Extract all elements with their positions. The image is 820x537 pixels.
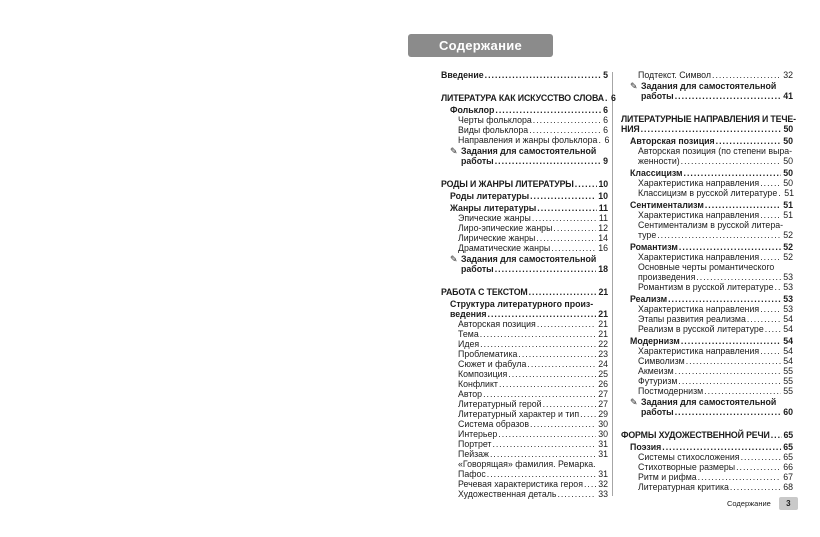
- toc-entry-text: Футуризм: [638, 376, 678, 386]
- toc-entry-text: Интерьер: [458, 429, 498, 439]
- footer-section-label: Содержание: [727, 499, 771, 508]
- dot-leader: [498, 429, 596, 439]
- toc-page-number: 6: [604, 135, 610, 145]
- toc-page-number: 21: [598, 309, 608, 319]
- dot-leader: [662, 442, 781, 452]
- toc-page-number: 50: [783, 168, 793, 178]
- toc-page-number: 21: [598, 287, 608, 297]
- toc-page-number: 29: [598, 409, 608, 419]
- toc-entry-item: [458, 379, 608, 389]
- toc-entry-item: [458, 399, 608, 409]
- toc-entry-text: Конфликт: [458, 379, 498, 389]
- toc-page-number: 53: [783, 272, 793, 282]
- toc-entry-item: [638, 282, 793, 292]
- toc-page-number: 51: [783, 210, 793, 220]
- toc-page-number: 51: [784, 188, 795, 198]
- toc-entry-item: [458, 479, 608, 489]
- dot-leader: [495, 156, 601, 166]
- toc-entry-item: [638, 146, 793, 166]
- dot-leader: [543, 399, 597, 409]
- dot-leader: [483, 389, 596, 399]
- toc-entry-chapter: [441, 179, 608, 189]
- toc-entry-section: [630, 336, 793, 346]
- toc-page-number: 54: [783, 336, 793, 346]
- dot-leader: [499, 379, 596, 389]
- toc-page-number: 53: [783, 282, 793, 292]
- toc-entry-section: [630, 200, 793, 210]
- toc-entry-text: Авторская позиция (по степени выра-: [638, 146, 793, 156]
- toc-entry-text: Задания для самостоятельной: [641, 81, 777, 91]
- toc-entry-item: [458, 489, 608, 499]
- toc-entry-text: Романтизм: [630, 242, 678, 252]
- dot-leader: [775, 282, 782, 292]
- toc-entry-text: Фольклор: [450, 105, 495, 115]
- dot-leader: [675, 366, 782, 376]
- toc-entry-text: Характеристика направления: [638, 346, 760, 356]
- toc-page-number: 24: [598, 359, 608, 369]
- toc-entry-item: [638, 262, 793, 282]
- toc-entry-item: [458, 359, 608, 369]
- toc-page-number: 12: [598, 223, 608, 233]
- toc-page-number: 50: [783, 156, 793, 166]
- toc-entry-text: Системы стихосложения: [638, 452, 740, 462]
- toc-entry-text: Роды литературы: [450, 191, 530, 201]
- dot-leader: [681, 336, 781, 346]
- dot-leader: [704, 386, 781, 396]
- toc-page-number: 11: [598, 203, 608, 213]
- toc-entry-text: Пейзаж: [458, 449, 489, 459]
- dot-leader: [760, 304, 781, 314]
- toc-entry-text: Литературный герой: [458, 399, 542, 409]
- dot-leader: [527, 359, 596, 369]
- toc-entry-section: [450, 299, 608, 319]
- toc-entry-text: НИЯ: [621, 124, 640, 134]
- dot-leader: [771, 430, 782, 440]
- toc-entry-tasks: [450, 254, 608, 274]
- toc-entry-text: Характеристика направления: [638, 252, 760, 262]
- toc-entry-text: работы: [461, 156, 494, 166]
- toc-entry-text: Стихотворные размеры: [638, 462, 736, 472]
- toc-entry-text: Черты фольклора: [458, 115, 532, 125]
- toc-page-number: 27: [598, 389, 608, 399]
- toc-entry-item: [638, 482, 793, 492]
- toc-page-number: 60: [783, 407, 793, 417]
- toc-column-right: [621, 70, 796, 492]
- toc-entry-text: Сентиментализм в русской литера-: [638, 220, 784, 230]
- dot-leader: [536, 233, 596, 243]
- toc-entry-tasks: [450, 146, 608, 166]
- toc-page-number: 53: [783, 294, 793, 304]
- toc-page-number: 23: [598, 349, 608, 359]
- dot-leader: [485, 70, 601, 80]
- toc-page-number: 53: [783, 304, 793, 314]
- dot-leader: [557, 489, 596, 499]
- toc-page-number: 27: [598, 399, 608, 409]
- dot-leader: [760, 252, 781, 262]
- toc-entry-text: Система образов: [458, 419, 529, 429]
- toc-entry-text: Композиция: [458, 369, 508, 379]
- toc-page-number: 30: [598, 429, 608, 439]
- toc-entry-text: Характеристика направления: [638, 304, 760, 314]
- toc-entry-text: Поэзия: [630, 442, 662, 452]
- toc-entry-text: Задания для самостоятельной: [461, 146, 597, 156]
- toc-page-number: 66: [783, 462, 793, 472]
- dot-leader: [529, 125, 601, 135]
- dot-leader: [605, 93, 609, 103]
- toc-entry-text: Художественная деталь: [458, 489, 557, 499]
- toc-entry-text: Направления и жанры фольклора: [458, 135, 598, 145]
- toc-page-number: 31: [598, 469, 608, 479]
- toc-entry-text: ЛИТЕРАТУРНЫЕ НАПРАВЛЕНИЯ И ТЕЧЕ-: [621, 114, 796, 124]
- dot-leader: [760, 346, 781, 356]
- toc-page-number: 10: [598, 191, 608, 201]
- dot-leader: [487, 469, 596, 479]
- toc-page-number: 21: [598, 329, 608, 339]
- toc-page-number: 68: [783, 482, 793, 492]
- toc-page-number: 55: [783, 366, 793, 376]
- toc-entry-text: Литературный характер и тип: [458, 409, 580, 419]
- toc-entry-item: [458, 135, 608, 145]
- toc-entry-section: [450, 191, 608, 201]
- toc-page-number: 54: [783, 346, 793, 356]
- toc-page-number: 6: [603, 115, 608, 125]
- toc-entry-item: [638, 304, 793, 314]
- toc-entry-item: [638, 386, 793, 396]
- toc-entry-item: [458, 419, 608, 429]
- toc-entry-text: Драматические жанры: [458, 243, 551, 253]
- toc-entry-intro: [441, 70, 608, 80]
- toc-entry-text: туре: [638, 230, 657, 240]
- toc-entry-text: РАБОТА С ТЕКСТОМ: [441, 287, 528, 297]
- toc-entry-item: [638, 210, 793, 220]
- toc-entry-item: [638, 252, 793, 262]
- toc-page-number: 54: [783, 356, 793, 366]
- toc-page-number: 52: [783, 252, 793, 262]
- toc-entry-chapter: [621, 114, 796, 134]
- toc-entry-text: Идея: [458, 339, 480, 349]
- toc-entry-section: [630, 242, 793, 252]
- toc-page-number: 54: [783, 324, 793, 334]
- pencil-icon: ✎: [450, 146, 458, 156]
- toc-entry-text: Основные черты романтического: [638, 262, 775, 272]
- toc-entry-item: [458, 389, 608, 399]
- toc-entry-text: Ритм и рифма: [638, 472, 697, 482]
- pencil-icon: ✎: [630, 81, 638, 91]
- toc-entry-text: Реализм: [630, 294, 668, 304]
- toc-page-number: 50: [783, 178, 793, 188]
- toc-entry-item: [458, 329, 608, 339]
- footer-page-number: 3: [779, 497, 798, 510]
- toc-entry-item: [638, 462, 793, 472]
- toc-page-number: 21: [598, 319, 608, 329]
- dot-leader: [492, 439, 596, 449]
- toc-entry-item: [638, 70, 793, 80]
- dot-leader: [765, 324, 781, 334]
- toc-entry-text: Структура литературного произ-: [450, 299, 594, 309]
- toc-entry-item: [638, 188, 793, 198]
- dot-leader: [705, 200, 781, 210]
- toc-entry-item: [458, 115, 608, 125]
- toc-entry-text: Постмодернизм: [638, 386, 704, 396]
- toc-page-number: 33: [598, 489, 608, 499]
- toc-entry-chapter: [441, 287, 608, 297]
- toc-entry-text: Эпические жанры: [458, 213, 531, 223]
- toc-entry-text: Сюжет и фабула: [458, 359, 527, 369]
- toc-entry-section: [630, 136, 793, 146]
- dot-leader: [532, 213, 597, 223]
- toc-entry-item: [458, 449, 608, 459]
- toc-entry-text: Авторская позиция: [630, 136, 715, 146]
- toc-entry-text: Портрет: [458, 439, 492, 449]
- toc-entry-item: [458, 409, 608, 419]
- toc-page-number: 31: [598, 449, 608, 459]
- toc-entry-text: ЛИТЕРАТУРА КАК ИСКУССТВО СЛОВА: [441, 93, 604, 103]
- toc-page-number: 30: [598, 419, 608, 429]
- toc-entry-text: Задания для самостоятельной: [461, 254, 597, 264]
- toc-page-number: 6: [603, 105, 608, 115]
- toc-page-number: 65: [783, 442, 793, 452]
- toc-entry-item: [638, 324, 793, 334]
- pencil-icon: ✎: [450, 254, 458, 264]
- dot-leader: [641, 124, 782, 134]
- dot-leader: [760, 178, 781, 188]
- dot-leader: [490, 449, 596, 459]
- toc-page-number: 32: [598, 479, 608, 489]
- toc-entry-item: [458, 429, 608, 439]
- toc-entry-text: Авторская позиция: [458, 319, 536, 329]
- column-divider: [612, 72, 613, 496]
- toc-entry-section: [630, 294, 793, 304]
- dot-leader: [730, 482, 781, 492]
- dot-leader: [675, 91, 782, 101]
- dot-leader: [529, 287, 597, 297]
- toc-entry-text: Речевая характеристика героя: [458, 479, 583, 489]
- toc-entry-item: [458, 319, 608, 329]
- toc-entry-item: [638, 220, 793, 240]
- toc-entry-text: Пафос: [458, 469, 486, 479]
- toc-page-number: 50: [783, 136, 793, 146]
- toc-page-number: 16: [598, 243, 608, 253]
- toc-entry-text: Сентиментализм: [630, 200, 704, 210]
- dot-leader: [684, 168, 782, 178]
- toc-entry-item: [458, 349, 608, 359]
- toc-entry-text: Характеристика направления: [638, 178, 760, 188]
- dot-leader: [747, 314, 781, 324]
- toc-entry-text: Классицизм: [630, 168, 683, 178]
- toc-entry-item: [638, 472, 793, 482]
- dot-leader: [598, 135, 602, 145]
- dot-leader: [686, 356, 781, 366]
- toc-entry-item: [458, 339, 608, 349]
- dot-leader: [741, 452, 782, 462]
- dot-leader: [551, 243, 596, 253]
- dot-leader: [580, 409, 596, 419]
- dot-leader: [698, 472, 782, 482]
- toc-entry-tasks: [630, 81, 793, 101]
- toc-entry-text: ФОРМЫ ХУДОЖЕСТВЕННОЙ РЕЧИ: [621, 430, 770, 440]
- toc-entry-text: Модернизм: [630, 336, 680, 346]
- toc-page-number: 50: [783, 124, 793, 134]
- toc-entry-text: Введение: [441, 70, 484, 80]
- toc-entry-text: женности): [638, 156, 680, 166]
- toc-entry-text: Классицизм в русской литературе: [638, 188, 778, 198]
- toc-entry-text: Жанры литературы: [450, 203, 537, 213]
- toc-entry-text: «Говорящая» фамилия. Ремарка.: [458, 459, 596, 469]
- toc-page-number: 32: [783, 70, 793, 80]
- dot-leader: [553, 223, 596, 233]
- dot-leader: [657, 230, 781, 240]
- toc-entry-chapter: [441, 93, 616, 103]
- toc-entry-text: Литературная критика: [638, 482, 729, 492]
- toc-entry-text: Символизм: [638, 356, 685, 366]
- toc-entry-item: [458, 459, 608, 479]
- toc-page-number: 18: [598, 264, 608, 274]
- dot-leader: [696, 272, 781, 282]
- toc-page-number: 31: [598, 439, 608, 449]
- toc-entry-text: Романтизм в русской литературе: [638, 282, 774, 292]
- toc-entry-text: Реализм в русской литературе: [638, 324, 764, 334]
- toc-entry-text: работы: [641, 407, 674, 417]
- dot-leader: [584, 479, 596, 489]
- dot-leader: [712, 70, 781, 80]
- toc-entry-item: [458, 223, 608, 233]
- toc-entry-tasks: [630, 397, 793, 417]
- toc-entry-text: Задания для самостоятельной: [641, 397, 777, 407]
- toc-entry-item: [638, 356, 793, 366]
- toc-entry-text: Автор: [458, 389, 483, 399]
- toc-page-number: 67: [783, 472, 793, 482]
- toc-entry-text: Этапы развития реализма: [638, 314, 746, 324]
- toc-entry-section: [630, 442, 793, 452]
- toc-entry-text: Лирические жанры: [458, 233, 536, 243]
- page-footer: [727, 497, 798, 510]
- toc-entry-text: работы: [641, 91, 674, 101]
- toc-entry-item: [458, 439, 608, 449]
- toc-page-number: 14: [598, 233, 608, 243]
- toc-entry-text: Тема: [458, 329, 479, 339]
- toc-entry-item: [458, 243, 608, 253]
- toc-entry-text: произведения: [638, 272, 696, 282]
- toc-page-number: 52: [783, 242, 793, 252]
- toc-entry-text: Проблематика: [458, 349, 518, 359]
- dot-leader: [495, 264, 597, 274]
- toc-page-number: 26: [598, 379, 608, 389]
- toc-page-number: 10: [598, 179, 608, 189]
- toc-page-number: 22: [598, 339, 608, 349]
- dot-leader: [678, 376, 781, 386]
- toc-entry-section: [450, 105, 608, 115]
- dot-leader: [495, 105, 601, 115]
- toc-entry-section: [630, 168, 793, 178]
- dot-leader: [575, 179, 597, 189]
- toc-entry-item: [638, 376, 793, 386]
- dot-leader: [760, 210, 781, 220]
- dot-leader: [488, 309, 597, 319]
- toc-entry-text: Характеристика направления: [638, 210, 760, 220]
- toc-entry-item: [458, 233, 608, 243]
- dot-leader: [537, 203, 596, 213]
- toc-entry-text: Подтекст. Символ: [638, 70, 711, 80]
- dot-leader: [530, 419, 596, 429]
- dot-leader: [736, 462, 781, 472]
- dot-leader: [679, 242, 781, 252]
- toc-page-number: 51: [783, 200, 793, 210]
- dot-leader: [668, 294, 781, 304]
- toc-entry-item: [458, 369, 608, 379]
- toc-entry-text: Акмеизм: [638, 366, 674, 376]
- toc-entry-item: [638, 178, 793, 188]
- dot-leader: [533, 115, 601, 125]
- toc-entry-item: [638, 452, 793, 462]
- dot-leader: [681, 156, 782, 166]
- toc-page-number: 6: [610, 93, 616, 103]
- toc-entry-item: [638, 314, 793, 324]
- toc-entry-text: ведения: [450, 309, 487, 319]
- toc-page-number: 41: [783, 91, 793, 101]
- toc-page-number: 54: [783, 314, 793, 324]
- pencil-icon: ✎: [630, 397, 638, 407]
- toc-column-left: [441, 70, 616, 499]
- toc-entry-item: [638, 366, 793, 376]
- contents-title-banner: [408, 34, 553, 57]
- dot-leader: [480, 329, 596, 339]
- dot-leader: [530, 191, 596, 201]
- toc-page-number: 25: [598, 369, 608, 379]
- dot-leader: [537, 319, 596, 329]
- dot-leader: [508, 369, 596, 379]
- contents-title: Содержание: [438, 38, 523, 53]
- toc-entry-chapter: [621, 430, 793, 440]
- toc-entry-section: [450, 203, 608, 213]
- toc-entry-text: работы: [461, 264, 494, 274]
- toc-entry-item: [458, 213, 608, 223]
- toc-page-number: 55: [783, 386, 793, 396]
- dot-leader: [675, 407, 782, 417]
- dot-leader: [480, 339, 596, 349]
- toc-entry-text: Виды фольклора: [458, 125, 529, 135]
- toc-entry-text: РОДЫ И ЖАНРЫ ЛИТЕРАТУРЫ: [441, 179, 574, 189]
- toc-page-number: 65: [783, 430, 793, 440]
- toc-entry-item: [638, 346, 793, 356]
- toc-page-number: 11: [598, 213, 608, 223]
- toc-page-number: 6: [603, 125, 608, 135]
- toc-entry-text: Лиро-эпические жанры: [458, 223, 553, 233]
- dot-leader: [518, 349, 596, 359]
- dot-leader: [778, 188, 782, 198]
- toc-page-number: 65: [783, 452, 793, 462]
- toc-page-number: 55: [783, 376, 793, 386]
- toc-page-number: 9: [603, 156, 608, 166]
- toc-page-number: 5: [603, 70, 608, 80]
- dot-leader: [716, 136, 782, 146]
- toc-page-number: 52: [783, 230, 793, 240]
- toc-entry-item: [458, 125, 608, 135]
